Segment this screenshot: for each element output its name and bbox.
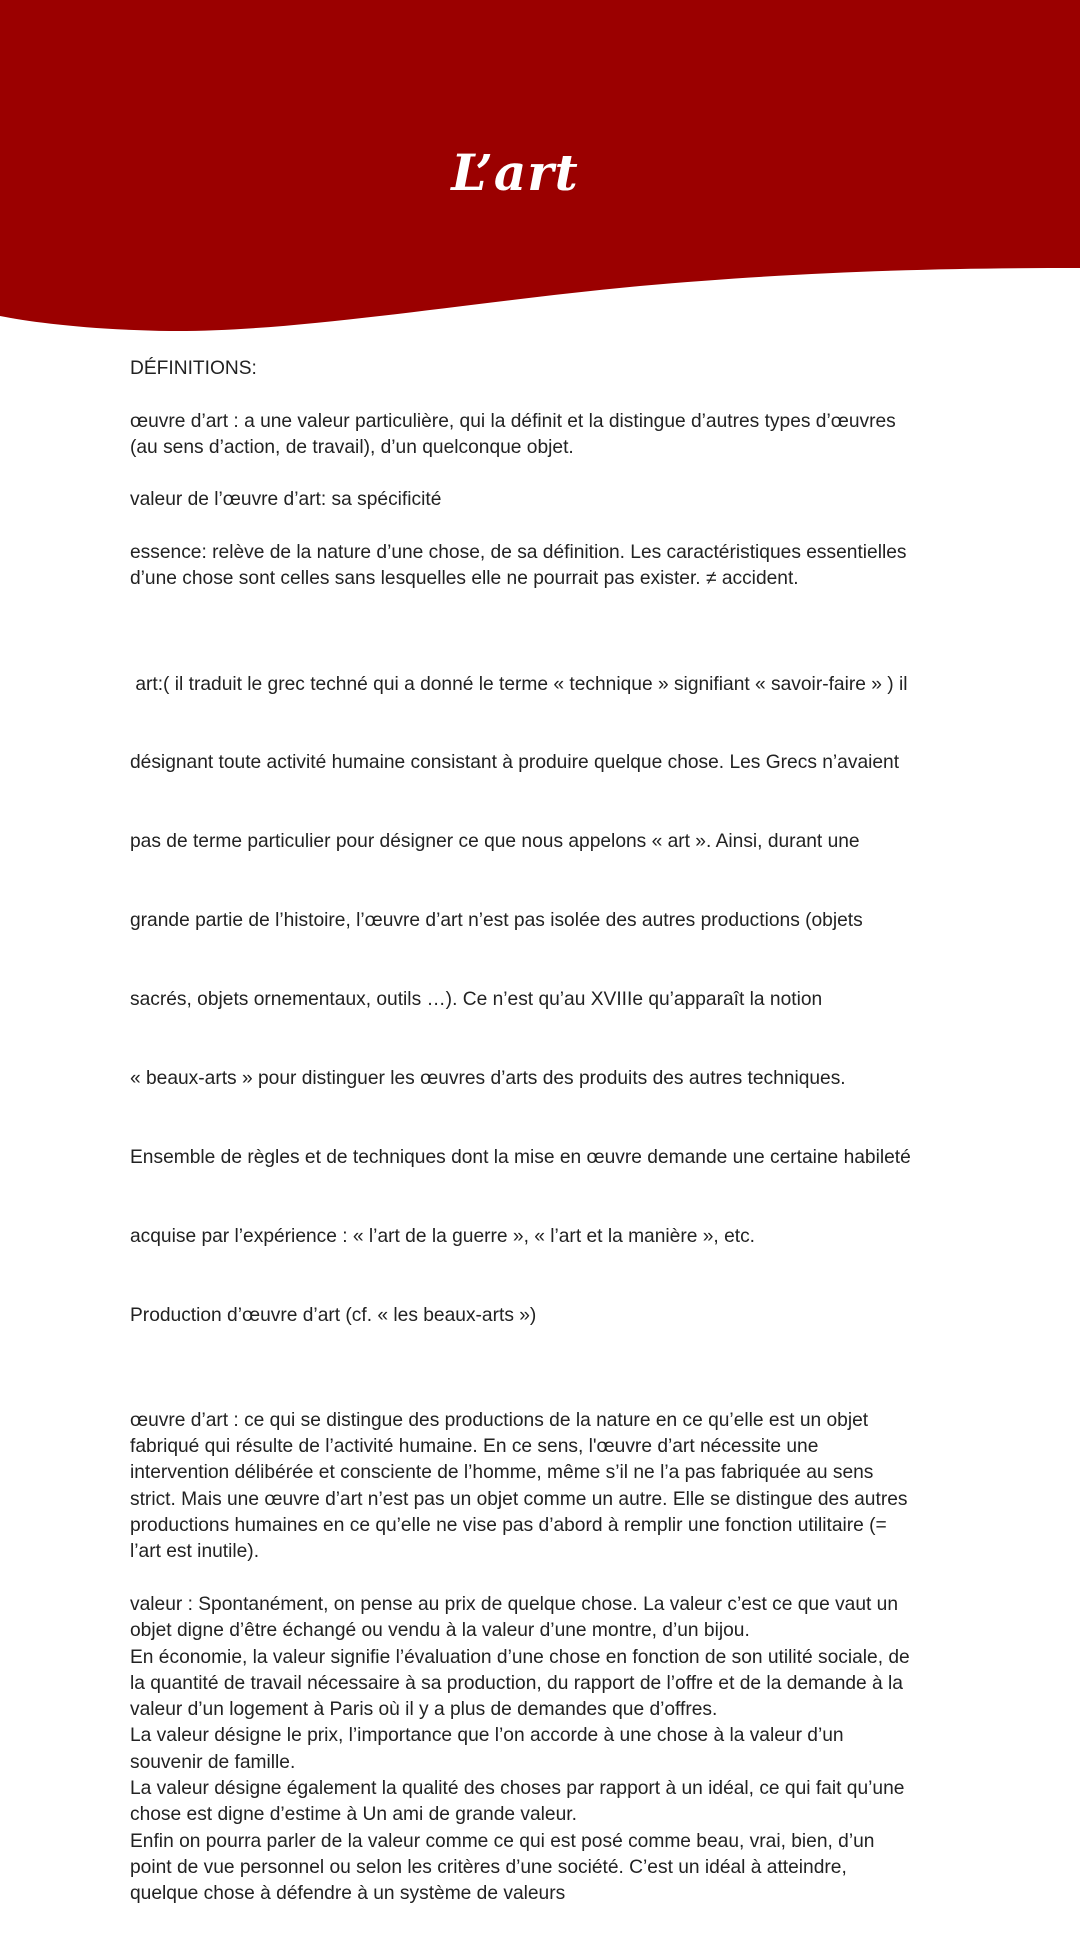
text-line: essence: relève de la nature d’une chose, de sa définition. Les caractéristiques essentielles (130, 542, 907, 564)
text-line: acquise par l’expérience : « l’art de la guerre », « l’art et la manière », etc. (130, 1225, 755, 1247)
definition-valeur-oeuvre (130, 487, 950, 513)
text-line: sacrés, objets ornementaux, outils …). Ce n’est qu’au XVIIIe qu’apparaît la notion (130, 989, 823, 1011)
text-line: souvenir de famille. (130, 1751, 296, 1773)
text-line: La valeur désigne le prix, l’importance que l’on accorde à une chose à la valeur d’un (130, 1725, 844, 1747)
text-line: valeur d’un logement à Paris où il y a plus de demandes que d’offres. (130, 1699, 718, 1721)
text-line: désignant toute activité humaine consistant à produire quelque chose. Les Grecs n’avaient (130, 752, 900, 774)
text-line: (au sens d’action, de travail), d’un quelconque objet. (130, 436, 574, 458)
text-line: strict. Mais une œuvre d’art n’est pas un objet comme un autre. Elle se distingue des autres (130, 1488, 908, 1510)
text-line: chose est digne d’estime à Un ami de grande valeur. (130, 1804, 577, 1826)
text-line: art:( il traduit le grec techné qui a donné le terme « technique » signifiant « savoir-faire » ) il (130, 673, 908, 695)
text-line: l’art est inutile). (130, 1541, 260, 1563)
page-title: L’art (451, 143, 579, 202)
text-line: « beaux-arts » pour distinguer les œuvres d’arts des produits des autres techniques. (130, 1068, 846, 1090)
text-line: productions humaines en ce qu’elle ne vise pas d’abord à remplir une fonction utilitaire (= (130, 1515, 887, 1537)
text-line: valeur de l’œuvre d’art: sa spécificité (130, 489, 442, 511)
text-line: objet digne d’être échangé ou vendu à la valeur d’une montre, d’un bijou. (130, 1620, 750, 1642)
text-line: En économie, la valeur signifie l’évaluation d’une chose en fonction de son utilité sociale, de (130, 1646, 910, 1668)
text-line: quelque chose à défendre à un système de valeurs (130, 1883, 566, 1905)
text-line: pas de terme particulier pour désigner ce que nous appelons « art ». Ainsi, durant une (130, 831, 860, 853)
definition-essence (130, 540, 950, 593)
section-heading: DÉFINITIONS: (130, 358, 257, 379)
document-body (130, 356, 950, 1934)
text-line: la quantité de travail nécessaire à sa production, du rapport de l’offre et de la demande à la (130, 1672, 903, 1694)
text-line: Ensemble de règles et de techniques dont la mise en œuvre demande une certaine habileté (130, 1146, 911, 1168)
text-line: Production d’œuvre d’art (cf. « les beaux-arts ») (130, 1304, 537, 1326)
text-line: d’une chose sont celles sans lesquelles elle ne pourrait pas exister. ≠ accident. (130, 568, 799, 590)
text-line: La valeur désigne également la qualité des choses par rapport à un idéal, ce qui fait qu’une (130, 1778, 905, 1800)
definition-valeur (130, 1592, 950, 1908)
text-line: intervention délibérée et consciente de l’homme, même s’il ne l’a pas fabriquée au sens (130, 1462, 874, 1484)
text-line: œuvre d’art : a une valeur particulière, qui la définit et la distingue d’autres types d’œuvres (130, 410, 896, 432)
text-line: point de vue personnel ou selon les critères d’une société. C’est un idéal à atteindre, (130, 1856, 847, 1878)
definition-oeuvre-dart-nature (130, 1408, 950, 1566)
text-line: grande partie de l’histoire, l’œuvre d’art n’est pas isolée des autres productions (objets (130, 910, 863, 932)
text-line: œuvre d’art : ce qui se distingue des productions de la nature en ce qu’elle est un objet (130, 1409, 869, 1431)
definition-art (130, 619, 950, 1382)
definition-oeuvre-dart (130, 409, 950, 462)
text-line: fabriqué qui résulte de l’activité humaine. En ce sens, l'œuvre d’art nécessite une (130, 1436, 819, 1458)
text-line: valeur : Spontanément, on pense au prix de quelque chose. La valeur c’est ce que vaut un (130, 1593, 899, 1615)
text-line: Enfin on pourra parler de la valeur comme ce qui est posé comme beau, vrai, bien, d’un (130, 1830, 875, 1852)
